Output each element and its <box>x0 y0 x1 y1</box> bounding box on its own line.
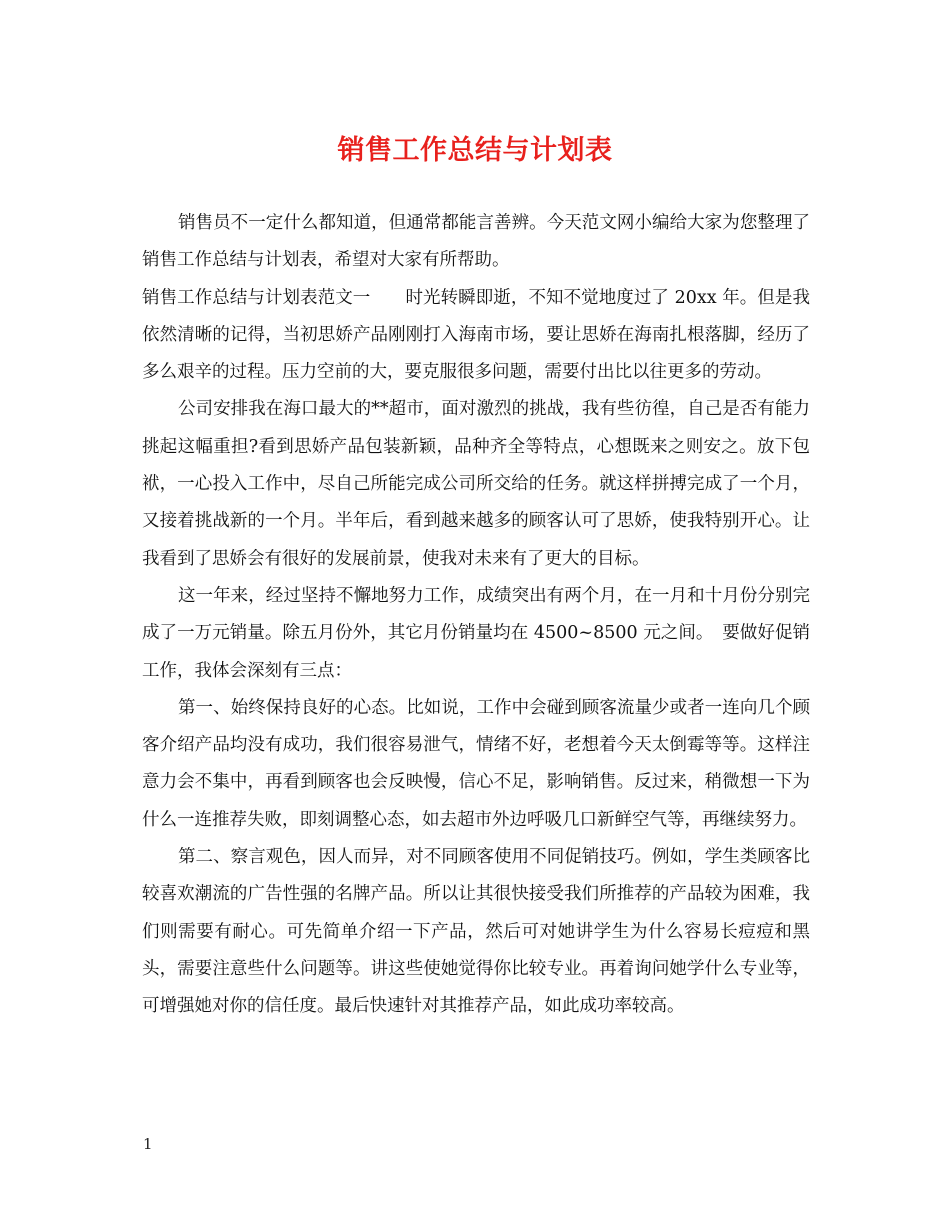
paragraph-sample-one: 销售工作总结与计划表范文一 时光转瞬即逝，不知不觉地度过了 20xx 年。但是我依然清晰的记得，当初思娇产品刚刚打入海南市场，要让思娇在海南扎根落脚，经历了多么艰辛的过程。压力空前的大，要克服很多问题，需要付出比以往更多的劳动。 <box>142 287 810 383</box>
paragraph-intro: 销售员不一定什么都知道，但通常都能言善辨。今天范文网小编给大家为您整理了销售工作总结与计划表，希望对大家有所帮助。 <box>142 213 810 271</box>
document-title: 销售工作总结与计划表 <box>337 135 613 166</box>
paragraph-assignment: 公司安排我在海口最大的**超市，面对激烈的挑战，我有些彷徨，自己是否有能力挑起这幅重担?看到思娇产品包装新颖，品种齐全等特点，心想既来之则安之。放下包袱，一心投入工作中，尽自己所能完成公司所交给的任务。就这样拼搏完成了一个月，又接着挑战新的一个月。半年后，看到越来越多的顾客认可了思娇，使我特别开心。让我看到了思娇会有很好的发展前景，使我对未来有了更大的目标。 <box>142 399 810 569</box>
document-body <box>142 205 810 1026</box>
paragraph-results: 这一年来，经过坚持不懈地努力工作，成绩突出有两个月，在一月和十月份分别完成了一万元销量。除五月份外，其它月份销量均在 4500~8500 元之间。 要做好促销工作，我体会深刻有三点： <box>142 585 810 681</box>
page-number: 1 <box>143 1135 153 1153</box>
paragraph-point-one: 第一、始终保持良好的心态。比如说，工作中会碰到顾客流量少或者一连向几个顾客介绍产品均没有成功，我们很容易泄气，情绪不好，老想着今天太倒霉等等。这样注意力会不集中，再看到顾客也会反映慢，信心不足，影响销售。反过来，稍微想一下为什么一连推荐失败，即刻调整心态，如去超市外边呼吸几口新鲜空气等，再继续努力。 <box>142 697 810 830</box>
paragraph-point-two: 第二、察言观色，因人而异，对不同顾客使用不同促销技巧。例如，学生类顾客比较喜欢潮流的广告性强的名牌产品。所以让其很快接受我们所推荐的产品较为困难，我们则需要有耐心。可先简单介绍一下产品，然后可对她讲学生为什么容易长痘痘和黑头，需要注意些什么问题等。讲这些使她觉得你比较专业。再着询问她学什么专业等，可增强她对你的信任度。最后快速针对其推荐产品，如此成功率较高。 <box>142 847 810 1017</box>
